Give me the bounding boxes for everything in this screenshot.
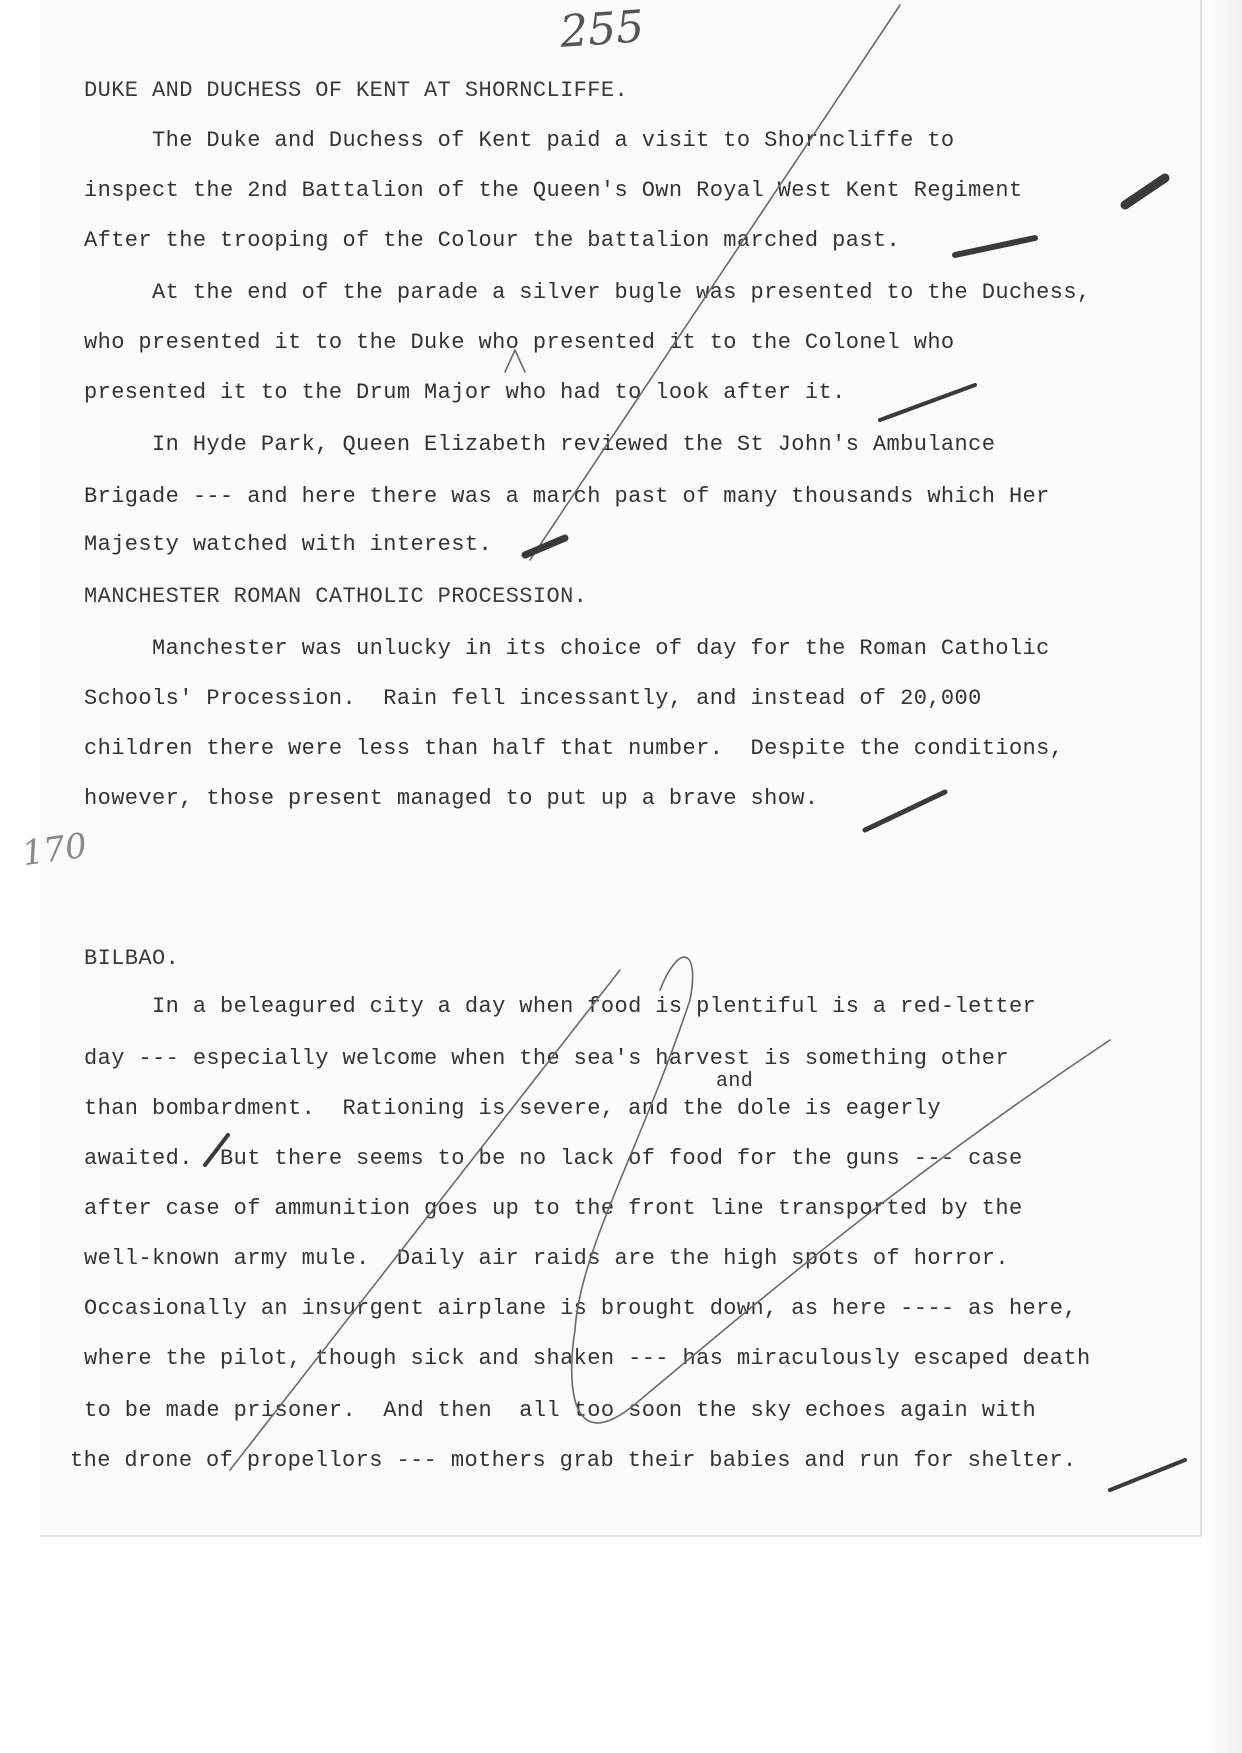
story-heading-kent: DUKE AND DUCHESS OF KENT AT SHORNCLIFFE. [84, 78, 629, 103]
story3-line-2: day --- especially welcome when the sea's harvest is something other [84, 1046, 1009, 1071]
story3-line-4: awaited. But there seems to be no lack of food for the guns --- case [84, 1146, 1023, 1171]
story1-line-5: who presented it to the Duke who presented it to the Colonel who [84, 330, 955, 355]
story3-line-7: Occasionally an insurgent airplane is brought down, as here ---- as here, [84, 1296, 1077, 1321]
story3-line-9: to be made prisoner. And then all too soon the sky echoes again with [84, 1398, 1037, 1423]
story3-line-3: than bombardment. Rationing is severe, and the dole is eagerly [84, 1096, 941, 1121]
story3-line-10: the drone of propellors --- mothers grab their babies and run for shelter. [70, 1448, 1077, 1473]
story2-line-4: however, those present managed to put up a brave show. [84, 786, 819, 811]
story-heading-bilbao: BILBAO. [84, 946, 180, 971]
handwritten-page-number: 255 [558, 1, 646, 58]
interlinear-insertion: and [716, 1070, 754, 1093]
story2-line-1: Manchester was unlucky in its choice of day for the Roman Catholic [84, 636, 1050, 661]
story1-line-1: The Duke and Duchess of Kent paid a visit to Shorncliffe to [84, 128, 955, 153]
story1-line-7: In Hyde Park, Queen Elizabeth reviewed the St John's Ambulance [84, 432, 996, 457]
story3-line-1: In a beleagured city a day when food is plentiful is a red-letter [84, 994, 1037, 1019]
story1-line-3: After the trooping of the Colour the battalion marched past. [84, 228, 901, 253]
story1-line-9: Majesty watched with interest. [84, 532, 493, 557]
story1-line-8: Brigade --- and here there was a march past of many thousands which Her [84, 484, 1050, 509]
story2-line-2: Schools' Procession. Rain fell incessantly, and instead of 20,000 [84, 686, 982, 711]
story2-line-3: children there were less than half that number. Despite the conditions, [84, 736, 1064, 761]
story1-line-6: presented it to the Drum Major who had to look after it. [84, 380, 846, 405]
page-edge [1202, 0, 1242, 1753]
story1-line-2: inspect the 2nd Battalion of the Queen's Own Royal West Kent Regiment [84, 178, 1023, 203]
story-heading-manchester: MANCHESTER ROMAN CATHOLIC PROCESSION. [84, 584, 588, 609]
story1-line-4: At the end of the parade a silver bugle was presented to the Duchess, [84, 280, 1091, 305]
story3-line-8: where the pilot, though sick and shaken --- has miraculously escaped death [84, 1346, 1091, 1371]
story3-line-6: well-known army mule. Daily air raids are the high spots of horror. [84, 1246, 1009, 1271]
handwritten-margin-number: 170 [19, 825, 90, 875]
story3-line-5: after case of ammunition goes up to the front line transported by the [84, 1196, 1023, 1221]
